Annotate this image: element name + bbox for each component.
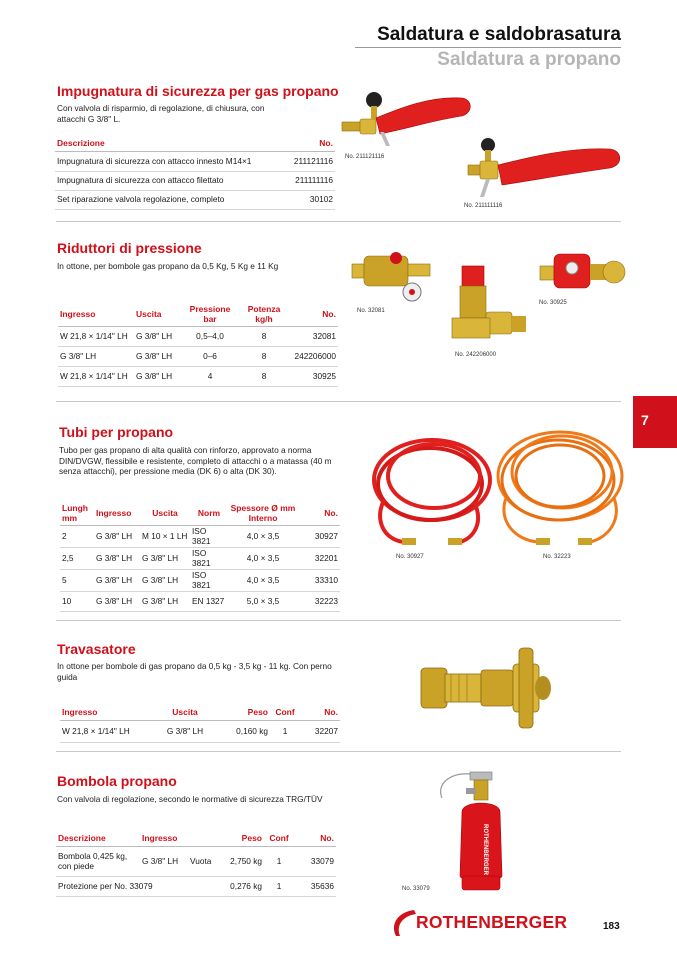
cell: 32223 bbox=[314, 595, 338, 606]
cell: 8 bbox=[261, 330, 267, 341]
section-desc-riduttori: In ottone, per bombole gas propano da 0,5 Kg, 5 Kg e 11 Kg bbox=[57, 261, 279, 271]
cell: 211121116 bbox=[293, 155, 333, 166]
col-header: Uscita bbox=[136, 308, 162, 319]
cell: G 3/8" LH bbox=[142, 574, 179, 585]
col-header: Uscita bbox=[172, 706, 198, 717]
page-number: 183 bbox=[603, 921, 620, 932]
col-header: Potenza kg/h bbox=[247, 303, 281, 324]
table-row bbox=[60, 525, 340, 547]
cell: G 3/8" LH bbox=[142, 552, 179, 563]
section-title-tubi: Tubi per propano bbox=[59, 424, 174, 440]
cell: 33310 bbox=[314, 574, 338, 585]
cell: 4,0 × 3,5 bbox=[246, 530, 280, 541]
image-caption: No. 30927 bbox=[396, 554, 424, 560]
col-header: Peso bbox=[247, 706, 268, 717]
cell: G 3/8" LH bbox=[96, 574, 133, 585]
cell: 32081 bbox=[312, 330, 336, 341]
section-title-bombola: Bombola propano bbox=[57, 773, 177, 789]
cell: 242206000 bbox=[294, 350, 336, 361]
cell: Impugnatura di sicurezza con attacco filettato bbox=[57, 175, 224, 186]
cell: G 3/8" LH bbox=[136, 350, 173, 361]
col-header: Uscita bbox=[152, 508, 178, 519]
cell: 8 bbox=[261, 350, 267, 361]
section-desc-travasatore: In ottone per bombole di gas propano da 0,5 kg - 3,5 kg - 11 kg. Con perno guida bbox=[57, 661, 332, 682]
cell: 0–6 bbox=[203, 350, 217, 361]
cell: G 3/8" LH bbox=[166, 725, 204, 736]
cell: 1 bbox=[276, 880, 282, 891]
cell: 5,0 × 3,5 bbox=[246, 595, 280, 606]
header-divider bbox=[355, 47, 621, 48]
regulator-image bbox=[350, 248, 440, 308]
col-header: Conf bbox=[269, 832, 289, 843]
section-divider bbox=[56, 221, 621, 222]
cell: Impugnatura di sicurezza con attacco innesto M14×1 bbox=[57, 155, 252, 166]
col-header: Ingresso bbox=[62, 706, 98, 717]
cell: EN 1327 bbox=[192, 595, 225, 606]
image-caption: No. 33079 bbox=[402, 886, 430, 892]
cell: Vuota bbox=[190, 855, 212, 866]
chapter-tab[interactable] bbox=[633, 396, 677, 448]
image-caption: No. 32223 bbox=[543, 554, 571, 560]
cell: 35636 bbox=[310, 880, 334, 891]
col-header: Conf bbox=[275, 706, 295, 717]
col-header: Peso bbox=[241, 832, 262, 843]
cell: 32201 bbox=[314, 552, 338, 563]
col-header: Descrizione bbox=[57, 138, 105, 149]
section-divider bbox=[56, 751, 621, 752]
cell: 1 bbox=[282, 725, 288, 736]
cell: 4,0 × 3,5 bbox=[246, 574, 280, 585]
table-row bbox=[56, 846, 336, 876]
cell: G 3/8" LH bbox=[96, 552, 133, 563]
cell: 0,5–4,0 bbox=[196, 330, 224, 341]
regulator-image bbox=[538, 246, 628, 298]
cell: G 3/8" LH bbox=[60, 350, 97, 361]
cell: 30102 bbox=[309, 194, 333, 205]
cell: 32207 bbox=[314, 725, 338, 736]
section-desc-tubi: Tubo per gas propano di alta qualità con rinforzo, approvato a norma DIN/DVGW, flessibile e resistente, completo di attacchi o a matassa (40 m senza attacchi), per pressione media (DK 6) o alta (DK 30). bbox=[59, 445, 332, 476]
cell: 30927 bbox=[314, 530, 338, 541]
cell: G 3/8" LH bbox=[136, 370, 173, 381]
cell: 8 bbox=[261, 370, 267, 381]
section-title-riduttori: Riduttori di pressione bbox=[57, 240, 202, 256]
cell: 30925 bbox=[312, 370, 336, 381]
cell: G 3/8" LH bbox=[142, 595, 179, 606]
col-header: No. bbox=[324, 508, 338, 519]
cell: 10 bbox=[62, 595, 72, 606]
table-row bbox=[60, 720, 340, 742]
table-row bbox=[55, 190, 335, 209]
cell: 0,160 kg bbox=[236, 725, 268, 736]
col-header: Ingresso bbox=[60, 308, 96, 319]
table-row bbox=[56, 876, 336, 896]
image-caption: No. 30925 bbox=[539, 300, 567, 306]
cell: 211111116 bbox=[295, 175, 333, 186]
table-tubi bbox=[60, 502, 340, 612]
cell: 1 bbox=[276, 855, 282, 866]
brand-logo-text: ROTHENBERGER bbox=[416, 912, 568, 932]
page-subtitle: Saldatura a propano bbox=[437, 49, 621, 70]
cell: G 3/8" LH bbox=[136, 330, 173, 341]
hose-coil-orange-image bbox=[490, 424, 630, 552]
table-travasatore bbox=[60, 704, 340, 743]
section-divider bbox=[56, 401, 621, 402]
cell: Protezione per No. 33079 bbox=[58, 880, 153, 891]
table-row bbox=[58, 346, 338, 366]
torch-handle-image bbox=[460, 135, 630, 203]
cell: 2,5 bbox=[62, 552, 74, 563]
cell: W 21,8 × 1/14" LH bbox=[60, 330, 128, 341]
image-caption: No. 211121116 bbox=[345, 154, 385, 160]
cell: G 3/8" LH bbox=[142, 855, 179, 866]
section-title-travasatore: Travasatore bbox=[57, 641, 136, 657]
transfer-adapter-image bbox=[415, 644, 565, 732]
cell: 0,276 kg bbox=[230, 880, 262, 891]
cell: M 10 × 1 LH bbox=[142, 530, 188, 541]
table-bombola bbox=[56, 830, 336, 897]
bottle-brand-label: ROTHENBERGER bbox=[482, 824, 488, 876]
cell: G 3/8" LH bbox=[96, 595, 133, 606]
col-header: Norm bbox=[197, 508, 221, 519]
section-divider bbox=[56, 620, 621, 621]
cell: 33079 bbox=[310, 855, 334, 866]
hose-coil-red-image bbox=[364, 430, 500, 552]
table-row bbox=[60, 591, 340, 611]
image-caption: No. 242206000 bbox=[455, 352, 497, 358]
regulator-image bbox=[450, 262, 530, 352]
col-header: No. bbox=[322, 308, 336, 319]
col-header: No. bbox=[319, 138, 333, 149]
cell: W 21,8 × 1/14" LH bbox=[60, 370, 128, 381]
cell: Set riparazione valvola regolazione, completo bbox=[57, 194, 225, 205]
section-desc-impugnatura: Con valvola di risparmio, di regolazione, di chiusura, con attacchi G 3/8" L. bbox=[57, 103, 265, 124]
gas-bottle-image bbox=[432, 768, 522, 894]
table-row bbox=[55, 171, 335, 190]
col-header: Ingresso bbox=[142, 832, 178, 843]
page-title: Saldatura e saldobrasatura bbox=[377, 24, 621, 45]
col-header: Descrizione bbox=[58, 832, 106, 843]
col-header: No. bbox=[324, 706, 338, 717]
torch-handle-image bbox=[340, 88, 480, 158]
cell: 5 bbox=[62, 574, 67, 585]
table-row bbox=[60, 547, 340, 569]
cell: ISO 3821 bbox=[192, 525, 211, 546]
cell: ISO 3821 bbox=[192, 547, 211, 568]
table-row bbox=[55, 151, 335, 171]
cell: 4,0 × 3,5 bbox=[246, 552, 280, 563]
cell: G 3/8" LH bbox=[96, 530, 133, 541]
table-row bbox=[58, 366, 338, 386]
table-row bbox=[60, 569, 340, 591]
image-caption: No. 211111116 bbox=[464, 203, 503, 209]
table-riduttori bbox=[58, 302, 338, 387]
col-header: No. bbox=[320, 832, 334, 843]
table-row bbox=[58, 326, 338, 346]
col-header: Lungh mm bbox=[62, 503, 88, 524]
cell: 4 bbox=[207, 370, 213, 381]
image-caption: No. 32081 bbox=[357, 308, 385, 314]
col-header: Pressione bar bbox=[189, 303, 231, 324]
col-header: Spessore Ø mm Interno bbox=[230, 503, 296, 524]
section-title-impugnatura: Impugnatura di sicurezza per gas propano bbox=[57, 83, 339, 99]
cell: 2 bbox=[62, 530, 67, 541]
chapter-number: 7 bbox=[641, 412, 649, 428]
cell: Bombola 0,425 kg, con piede bbox=[58, 850, 128, 871]
cell: ISO 3821 bbox=[192, 569, 211, 590]
table-impugnatura bbox=[55, 136, 335, 210]
cell: 2,750 kg bbox=[230, 855, 262, 866]
cell: W 21,8 × 1/14" LH bbox=[62, 725, 130, 736]
section-desc-bombola: Con valvola di regolazione, secondo le normative di sicurezza TRG/TÜV bbox=[57, 794, 323, 804]
col-header: Ingresso bbox=[96, 508, 132, 519]
